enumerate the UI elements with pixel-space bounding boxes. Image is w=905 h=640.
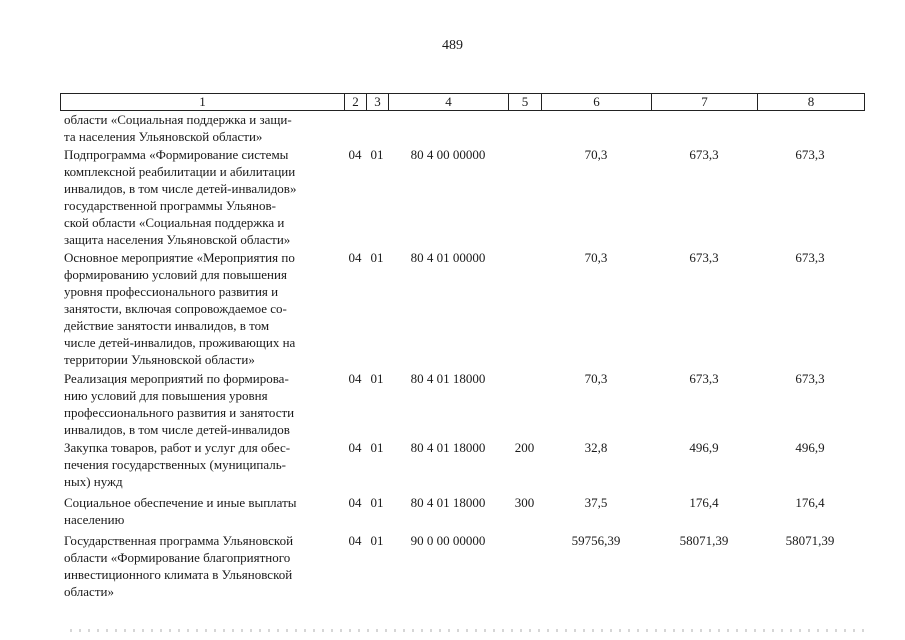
row-name-line: действие занятости инвалидов, в том — [64, 318, 270, 333]
row-name-line: области» — [64, 584, 114, 599]
table-header — [60, 93, 865, 111]
row-name-line: ской области «Социальная поддержка и — [64, 215, 285, 230]
section-code: 04 — [348, 371, 362, 386]
row-name — [60, 146, 344, 248]
header-col-2: 2 — [345, 94, 367, 110]
row-name — [60, 111, 344, 145]
header-col-8: 8 — [807, 94, 815, 109]
amount-col-6: 59756,39 — [571, 533, 621, 548]
table-row — [60, 249, 863, 368]
section-code: 04 — [348, 495, 362, 510]
subsection-code: 01 — [370, 371, 384, 386]
row-name-line: ных) нужд — [64, 474, 123, 489]
page-number: 489 — [442, 38, 463, 53]
subsection-code: 01 — [370, 440, 384, 455]
header-col-7: 7 — [652, 94, 758, 110]
row-name-line: населению — [64, 512, 125, 527]
row-name-line: инвалидов, в том числе детей-инвалидов — [64, 422, 290, 437]
section-code: 04 — [348, 440, 362, 455]
row-name-line: занятости, включая сопровождаемое со- — [64, 301, 287, 316]
row-name-line: государственной программы Ульянов- — [64, 198, 276, 213]
row-name-line: Реализация мероприятий по формирова- — [64, 371, 289, 386]
row-name-line: области «Социальная поддержка и защи- — [64, 112, 292, 127]
row-name-line: комплексной реабилитации и абилитации — [64, 164, 296, 179]
row-name — [60, 494, 344, 528]
row-name-line: защита населения Ульяновской области» — [64, 232, 291, 247]
header-col-6: 6 — [542, 94, 652, 110]
row-name-line: области «Формирование благоприятного — [64, 550, 291, 565]
subsection-code: 01 — [370, 533, 384, 548]
table-row — [60, 494, 863, 528]
row-name-line: числе детей-инвалидов, проживающих на — [64, 335, 296, 350]
expense-type-code: 300 — [514, 495, 535, 510]
table-row — [60, 439, 863, 490]
target-article-code: 90 0 00 00000 — [410, 533, 486, 548]
header-col-5: 5 — [509, 94, 542, 110]
amount-col-6: 70,3 — [584, 250, 608, 265]
row-name — [60, 370, 344, 438]
amount-col-7: 496,9 — [689, 440, 719, 455]
subsection-code: 01 — [370, 147, 384, 162]
expense-type-code: 200 — [514, 440, 535, 455]
table-row — [60, 370, 863, 438]
row-name-line: уровня профессионального развития и — [64, 284, 279, 299]
target-article-code: 80 4 01 18000 — [410, 495, 486, 510]
table-row — [60, 111, 863, 145]
target-article-code: 80 4 01 18000 — [410, 440, 486, 455]
amount-col-8: 673,3 — [795, 147, 825, 162]
row-name-line: Подпрограмма «Формирование системы — [64, 147, 289, 162]
section-code: 04 — [348, 533, 362, 548]
header-col-1: 1 — [61, 94, 345, 110]
row-name-line: печения государственных (муниципаль- — [64, 457, 287, 472]
amount-col-7: 58071,39 — [679, 533, 729, 548]
row-name-line: Государственная программа Ульяновской — [64, 533, 294, 548]
amount-col-7: 673,3 — [689, 147, 719, 162]
row-name — [60, 532, 344, 600]
header-col-4: 4 — [389, 94, 509, 110]
row-name-line: инвестиционного климата в Ульяновской — [64, 567, 293, 582]
amount-col-8: 673,3 — [795, 371, 825, 386]
table-body — [60, 111, 863, 600]
row-name-line: нию условий для повышения уровня — [64, 388, 268, 403]
row-name-line: формированию условий для повышения — [64, 267, 287, 282]
section-code: 04 — [348, 147, 362, 162]
subsection-code: 01 — [370, 250, 384, 265]
row-name-line: Социальное обеспечение и иные выплаты — [64, 495, 297, 510]
table-row — [60, 146, 863, 248]
target-article-code: 80 4 01 18000 — [410, 371, 486, 386]
subsection-code: 01 — [370, 495, 384, 510]
row-name — [60, 439, 344, 490]
row-name-line: Закупка товаров, работ и услуг для обес- — [64, 440, 291, 455]
header-col-3: 3 — [367, 94, 389, 110]
amount-col-7: 176,4 — [689, 495, 719, 510]
row-name-line: Основное мероприятие «Мероприятия по — [64, 250, 295, 265]
row-name — [60, 249, 344, 368]
amount-col-6: 70,3 — [584, 147, 608, 162]
amount-col-6: 37,5 — [584, 495, 608, 510]
amount-col-8: 673,3 — [795, 250, 825, 265]
amount-col-8: 496,9 — [795, 440, 825, 455]
target-article-code: 80 4 00 00000 — [410, 147, 486, 162]
row-name-line: территории Ульяновской области» — [64, 352, 255, 367]
amount-col-7: 673,3 — [689, 371, 719, 386]
amount-col-8: 58071,39 — [785, 533, 835, 548]
amount-col-6: 32,8 — [584, 440, 608, 455]
amount-col-7: 673,3 — [689, 250, 719, 265]
row-name-line: инвалидов, в том числе детей-инвалидов» — [64, 181, 297, 196]
amount-col-8: 176,4 — [795, 495, 825, 510]
target-article-code: 80 4 01 00000 — [410, 250, 486, 265]
table-row — [60, 532, 863, 600]
row-name-line: профессионального развития и занятости — [64, 405, 295, 420]
section-code: 04 — [348, 250, 362, 265]
amount-col-6: 70,3 — [584, 371, 608, 386]
row-name-line: та населения Ульяновской области» — [64, 129, 263, 144]
scan-artifact — [70, 629, 870, 632]
